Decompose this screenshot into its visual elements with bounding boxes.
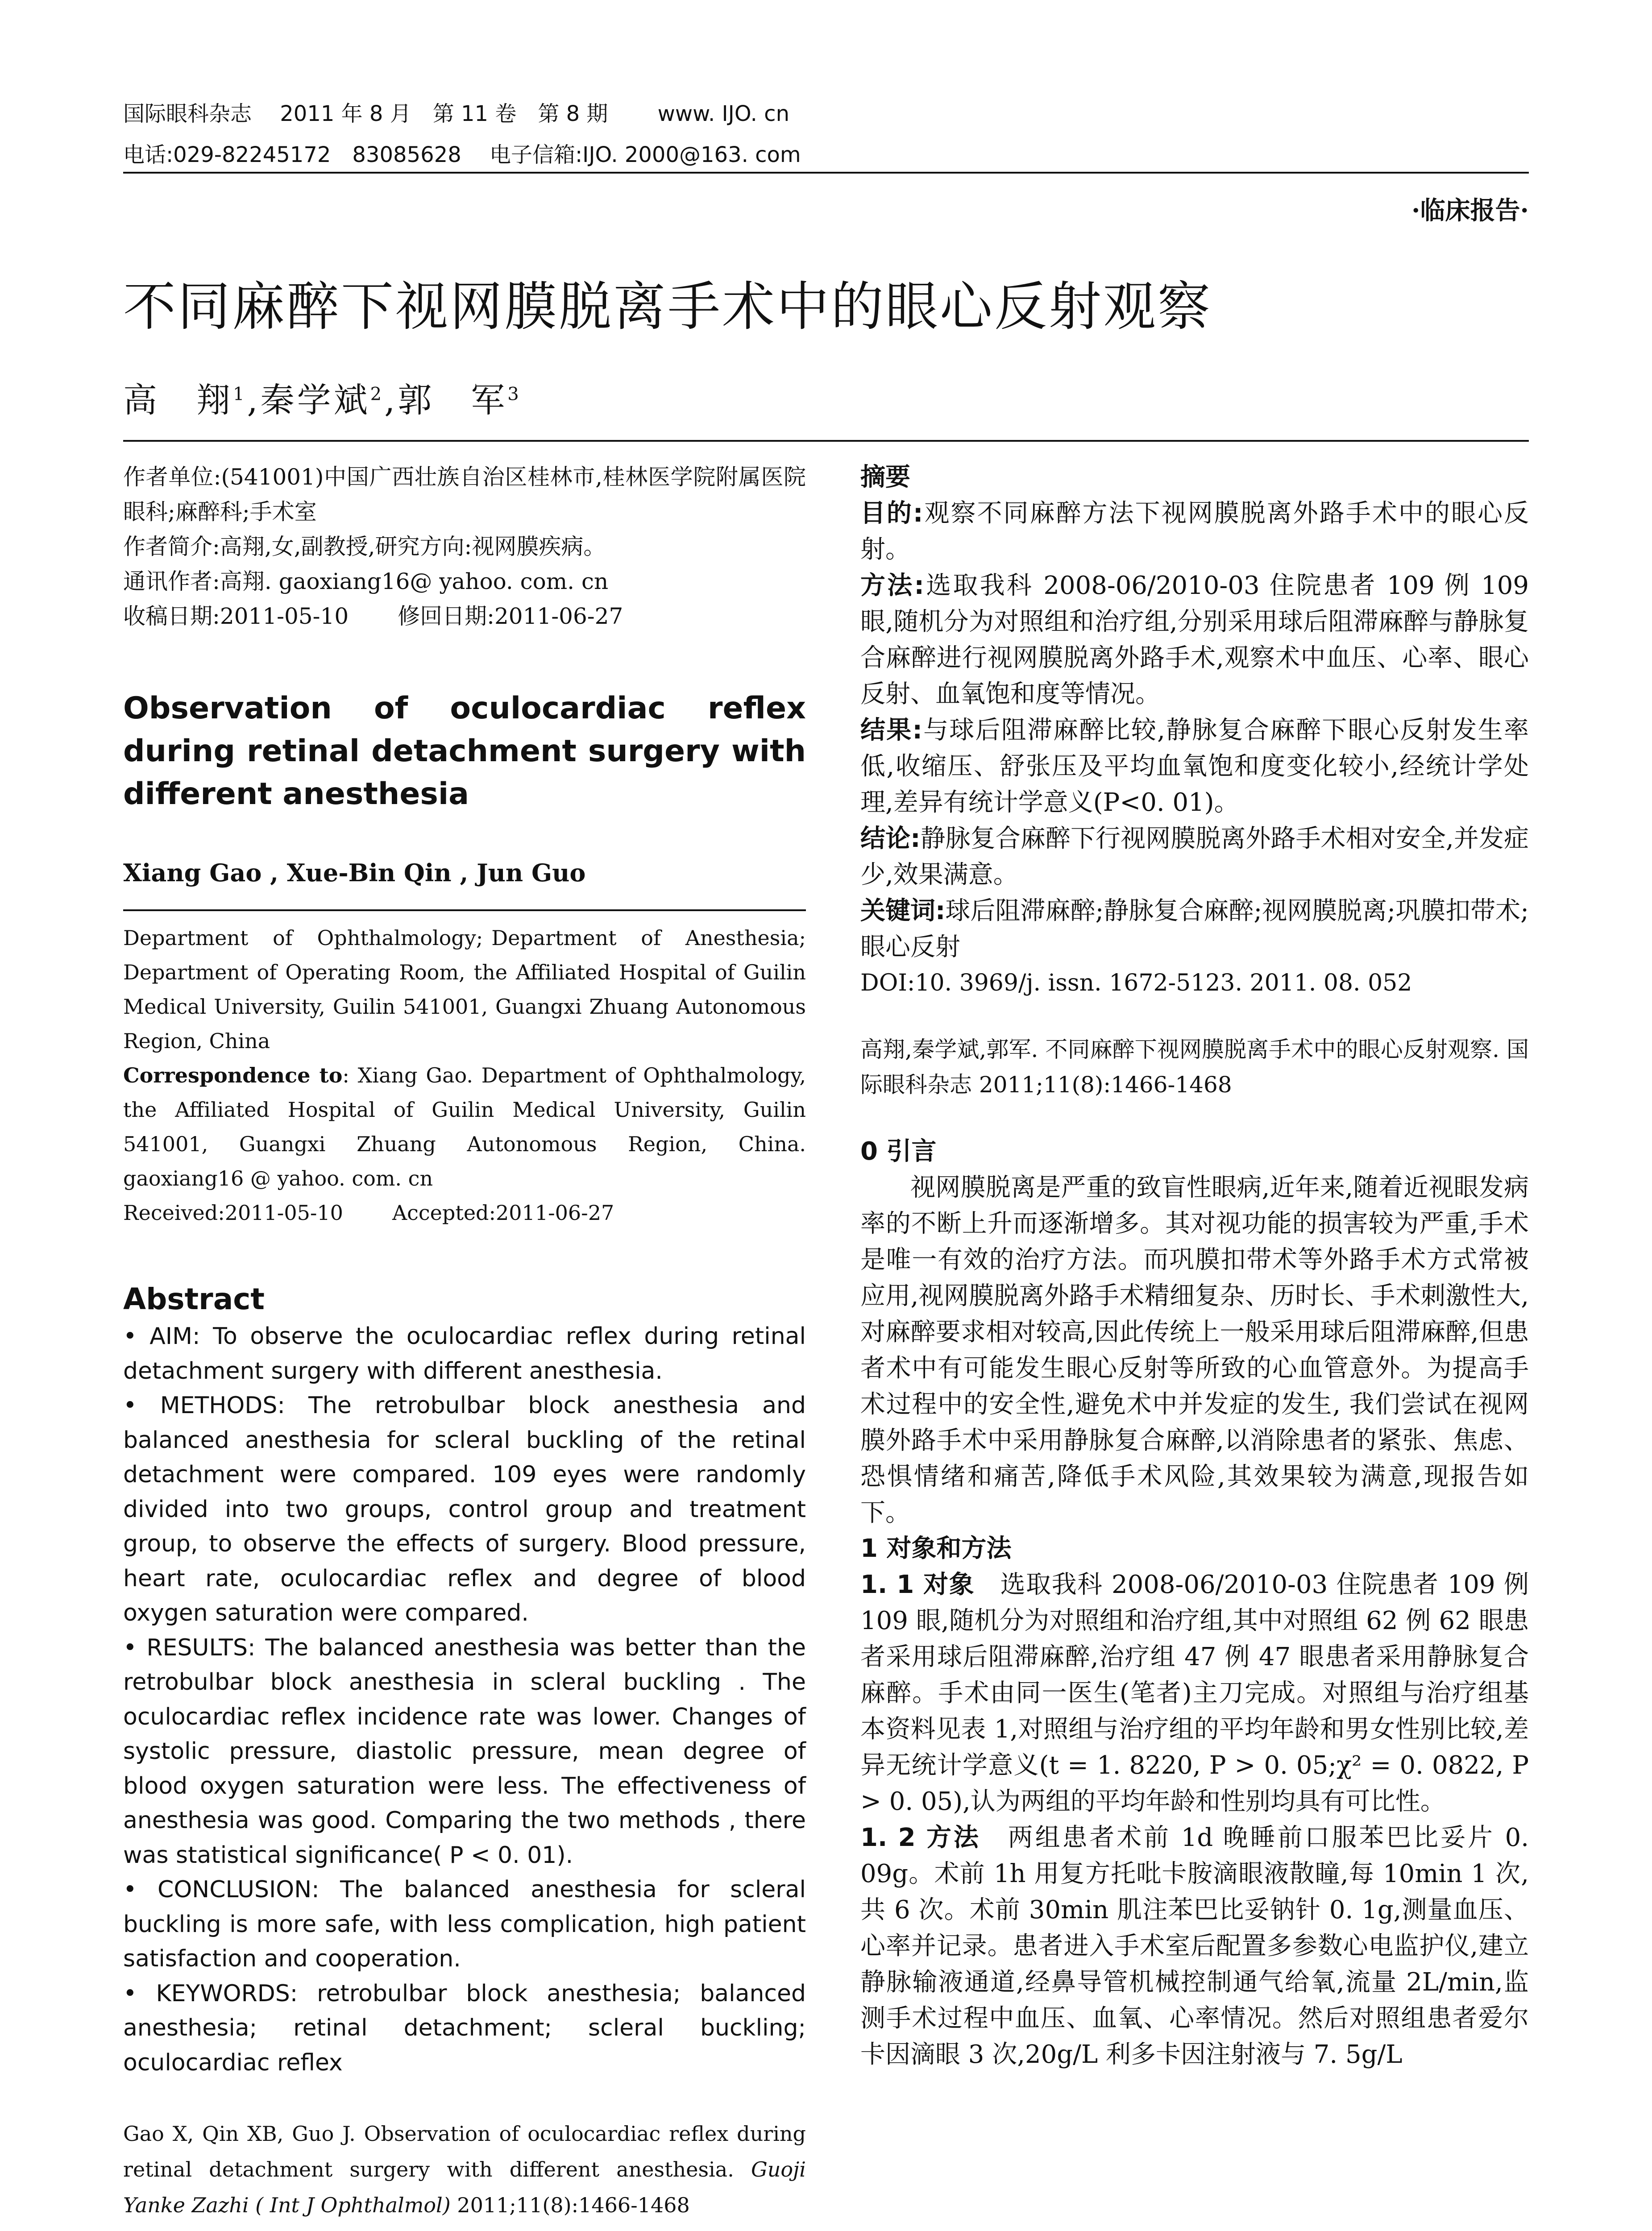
- paper-title: 不同麻醉下视网膜脱离手术中的眼心反射观察: [123, 276, 1212, 337]
- left-column: [123, 460, 806, 2223]
- abstract-aim: • AIM: To observe the oculocardiac reflex during retinal detachment surgery with different anesthesia.: [123, 1323, 806, 1385]
- author-bio: 作者简介:高翔,女,副教授,研究方向:视网膜疾病。: [123, 534, 606, 560]
- correspondence: Correspondence to: Xiang Gao. Department of Ophthalmology, the Affiliated Hospital of Guilin Medical University, Guilin 541001, Guangxi Zhuang Autonomous Region, China. gaoxiang16 @ yahoo. com. cn: [123, 1063, 806, 1190]
- section-label: ·临床报告·: [1411, 196, 1529, 225]
- author-unit: 作者单位:(541001)中国广西壮族自治区桂林市,桂林医学院附属医院眼科;麻醉科;手术室: [123, 464, 806, 525]
- author-2-affil: 2: [370, 384, 385, 405]
- received-en: Received:2011-05-10: [123, 1201, 343, 1225]
- abstract-results: • RESULTS: The balanced anesthesia was better than the retrobulbar block anesthesia in scleral buckling . The oculocardiac reflex incidence rate was lower. Changes of systolic pressure, diastolic pressure, mean degree of blood oxygen saturation were less. The effectiveness of anesthesia was good. Comparing the two methods , there was statistical significance( P < 0. 01).: [123, 1634, 806, 1869]
- subjects-paragraph: 1. 1 对象 选取我科 2008-06/2010-03 住院患者 109 例 109 眼,随机分为对照组和治疗组,其中对照组 62 例 62 眼患者采用球后阻滞麻醉,治疗组 47 例 47 眼患者采用静脉复合麻醉。手术由同一医生(笔者)主刀完成。对照组与治疗组基本资料见表 1,对照组与治疗组的平均年龄和男女性别比较,差异无统计学意义(t = 1. 8220, P > 0. 05;χ² = 0. 0822, P > 0. 05),认为两组的平均年龄和性别均具有可比性。: [860, 1570, 1529, 1816]
- english-authors: Xiang Gao , Xue-Bin Qin , Jun Guo: [123, 858, 586, 887]
- author-info: [123, 460, 806, 634]
- english-affiliation: [123, 921, 806, 1230]
- english-title: Observation of oculocardiac reflex during retinal detachment surgery with different anesthesia: [123, 691, 806, 812]
- cn-abstract-conclusion: 结论:静脉复合麻醉下行视网膜脱离外路手术相对安全,并发症少,效果满意。: [860, 824, 1529, 889]
- doi: DOI:10. 3969/j. issn. 1672-5123. 2011. 08. 052: [860, 970, 1412, 996]
- english-citation: Gao X, Qin XB, Guo J. Observation of oculocardiac reflex during retinal detachment surgery with different anesthesia. Guoji Yanke Zazhi ( Int J Ophthalmol) 2011;11(8):1466-1468: [123, 2122, 806, 2217]
- manuscript-dates: [123, 599, 806, 634]
- author-1-affil: 1: [233, 384, 247, 405]
- author-3: ,郭 军: [384, 380, 508, 420]
- methods-heading: 1 对象和方法: [860, 1534, 1012, 1563]
- journal-header-line1: 国际眼科杂志 2011 年 8 月 第 11 卷 第 8 期 www. IJO. cn: [123, 101, 789, 126]
- abstract-methods: • METHODS: The retrobulbar block anesthesia and balanced anesthesia for scleral buckling of the retinal detachment were compared. 109 eyes were randomly divided into two groups, control group and treatment group, to observe the effects of surgery. Blood pressure, heart rate, oculocardiac reflex and degree of blood oxygen saturation were compared.: [123, 1392, 806, 1626]
- author-3-affil: 3: [507, 384, 522, 405]
- cn-abstract-results: 结果:与球后阻滞麻醉比较,静脉复合麻醉下眼心反射发生率低,收缩压、舒张压及平均血氧饱和度变化较小,经统计学处理,差异有统计学意义(P<0. 01)。: [860, 716, 1529, 817]
- revised-date: 修回日期:2011-06-27: [398, 603, 623, 629]
- corresponding-author: 通讯作者:高翔. gaoxiang16@ yahoo. com. cn: [123, 568, 609, 594]
- cn-abstract-methods: 方法:选取我科 2008-06/2010-03 住院患者 109 例 109 眼,随机分为对照组和治疗组,分别采用球后阻滞麻醉与静脉复合麻醉进行视网膜脱离外路手术,观察术中血压、心率、眼心反射、血氧饱和度等情况。: [860, 571, 1529, 709]
- abstract-conclusion: • CONCLUSION: The balanced anesthesia for scleral buckling is more safe, with less complication, high patient satisfaction and cooperation.: [123, 1876, 806, 1972]
- methods-paragraph: 1. 2 方法 两组患者术前 1d 晚睡前口服苯巴比妥片 0. 09g。术前 1h 用复方托吡卡胺滴眼液散瞳,每 10min 1 次,共 6 次。术前 30min 肌注苯巴比妥钠针 0. 1g,测量血压、心率并记录。患者进入手术室后配置多参数心电监护仪,建立静脉输液通道,经鼻导管机械控制通气给氧,流量 2L/min,监测手术过程中血压、血氧、心率情况。然后对照组患者爱尔卡因滴眼 3 次,20g/L 利多卡因注射液与 7. 5g/L: [860, 1823, 1529, 2069]
- intro-paragraph: 视网膜脱离是严重的致盲性眼病,近年来,随着近视眼发病率的不断上升而逐渐增多。其对视功能的损害较为严重,手术是唯一有效的治疗方法。而巩膜扣带术等外路手术方式常被应用,视网膜脱离外路手术精细复杂、历时长、手术刺激性大,对麻醉要求相对较高,因此传统上一般采用球后阻滞麻醉,但患者术中有可能发生眼心反射等所致的心血管意外。为提高手术过程中的安全性,避免术中并发症的发生, 我们尝试在视网膜外路手术中采用静脉复合麻醉,以消除患者的紧张、焦虑、恐惧情绪和痛苦,降低手术风险,其效果较为满意,现报告如下。: [860, 1173, 1529, 1527]
- chinese-citation: 高翔,秦学斌,郭军. 不同麻醉下视网膜脱离手术中的眼心反射观察. 国际眼科杂志 2011;11(8):1466-1468: [860, 1037, 1529, 1098]
- right-column: [860, 460, 1529, 2073]
- english-authors-divider: [123, 909, 806, 911]
- journal-header-line2: 电话:029-82245172 83085628 电子信箱:IJO. 2000@163. com: [123, 142, 801, 167]
- received-date: 收稿日期:2011-05-10: [123, 603, 349, 629]
- abstract-keywords: • KEYWORDS: retrobulbar block anesthesia; balanced anesthesia; retinal detachment; scleral buckling; oculocardiac reflex: [123, 1980, 806, 2076]
- abstract-heading: Abstract: [123, 1282, 265, 1316]
- author-1: 高 翔: [123, 380, 233, 420]
- cn-abstract-aim: 目的:观察不同麻醉方法下视网膜脱离外路手术中的眼心反射。: [860, 499, 1529, 564]
- author-list: [123, 373, 522, 422]
- title-divider: [123, 440, 1529, 442]
- english-abstract: [123, 1319, 806, 2080]
- chinese-abstract-heading: 摘要: [860, 463, 910, 492]
- author-2: ,秦学斌: [247, 380, 370, 420]
- intro-heading: 0 引言: [860, 1137, 937, 1166]
- accepted-en: Accepted:2011-06-27: [392, 1201, 614, 1225]
- affiliation-text: Department of Ophthalmology; Department of Anesthesia; Department of Operating Room, the Affiliated Hospital of Guilin Medical University, Guilin 541001, Guangxi Zhuang Autonomous Region, China: [123, 926, 806, 1053]
- cn-abstract-keywords: 关键词:球后阻滞麻醉;静脉复合麻醉;视网膜脱离;巩膜扣带术; 眼心反射: [860, 896, 1529, 962]
- header-divider: [123, 172, 1529, 174]
- english-dates: [123, 1196, 806, 1230]
